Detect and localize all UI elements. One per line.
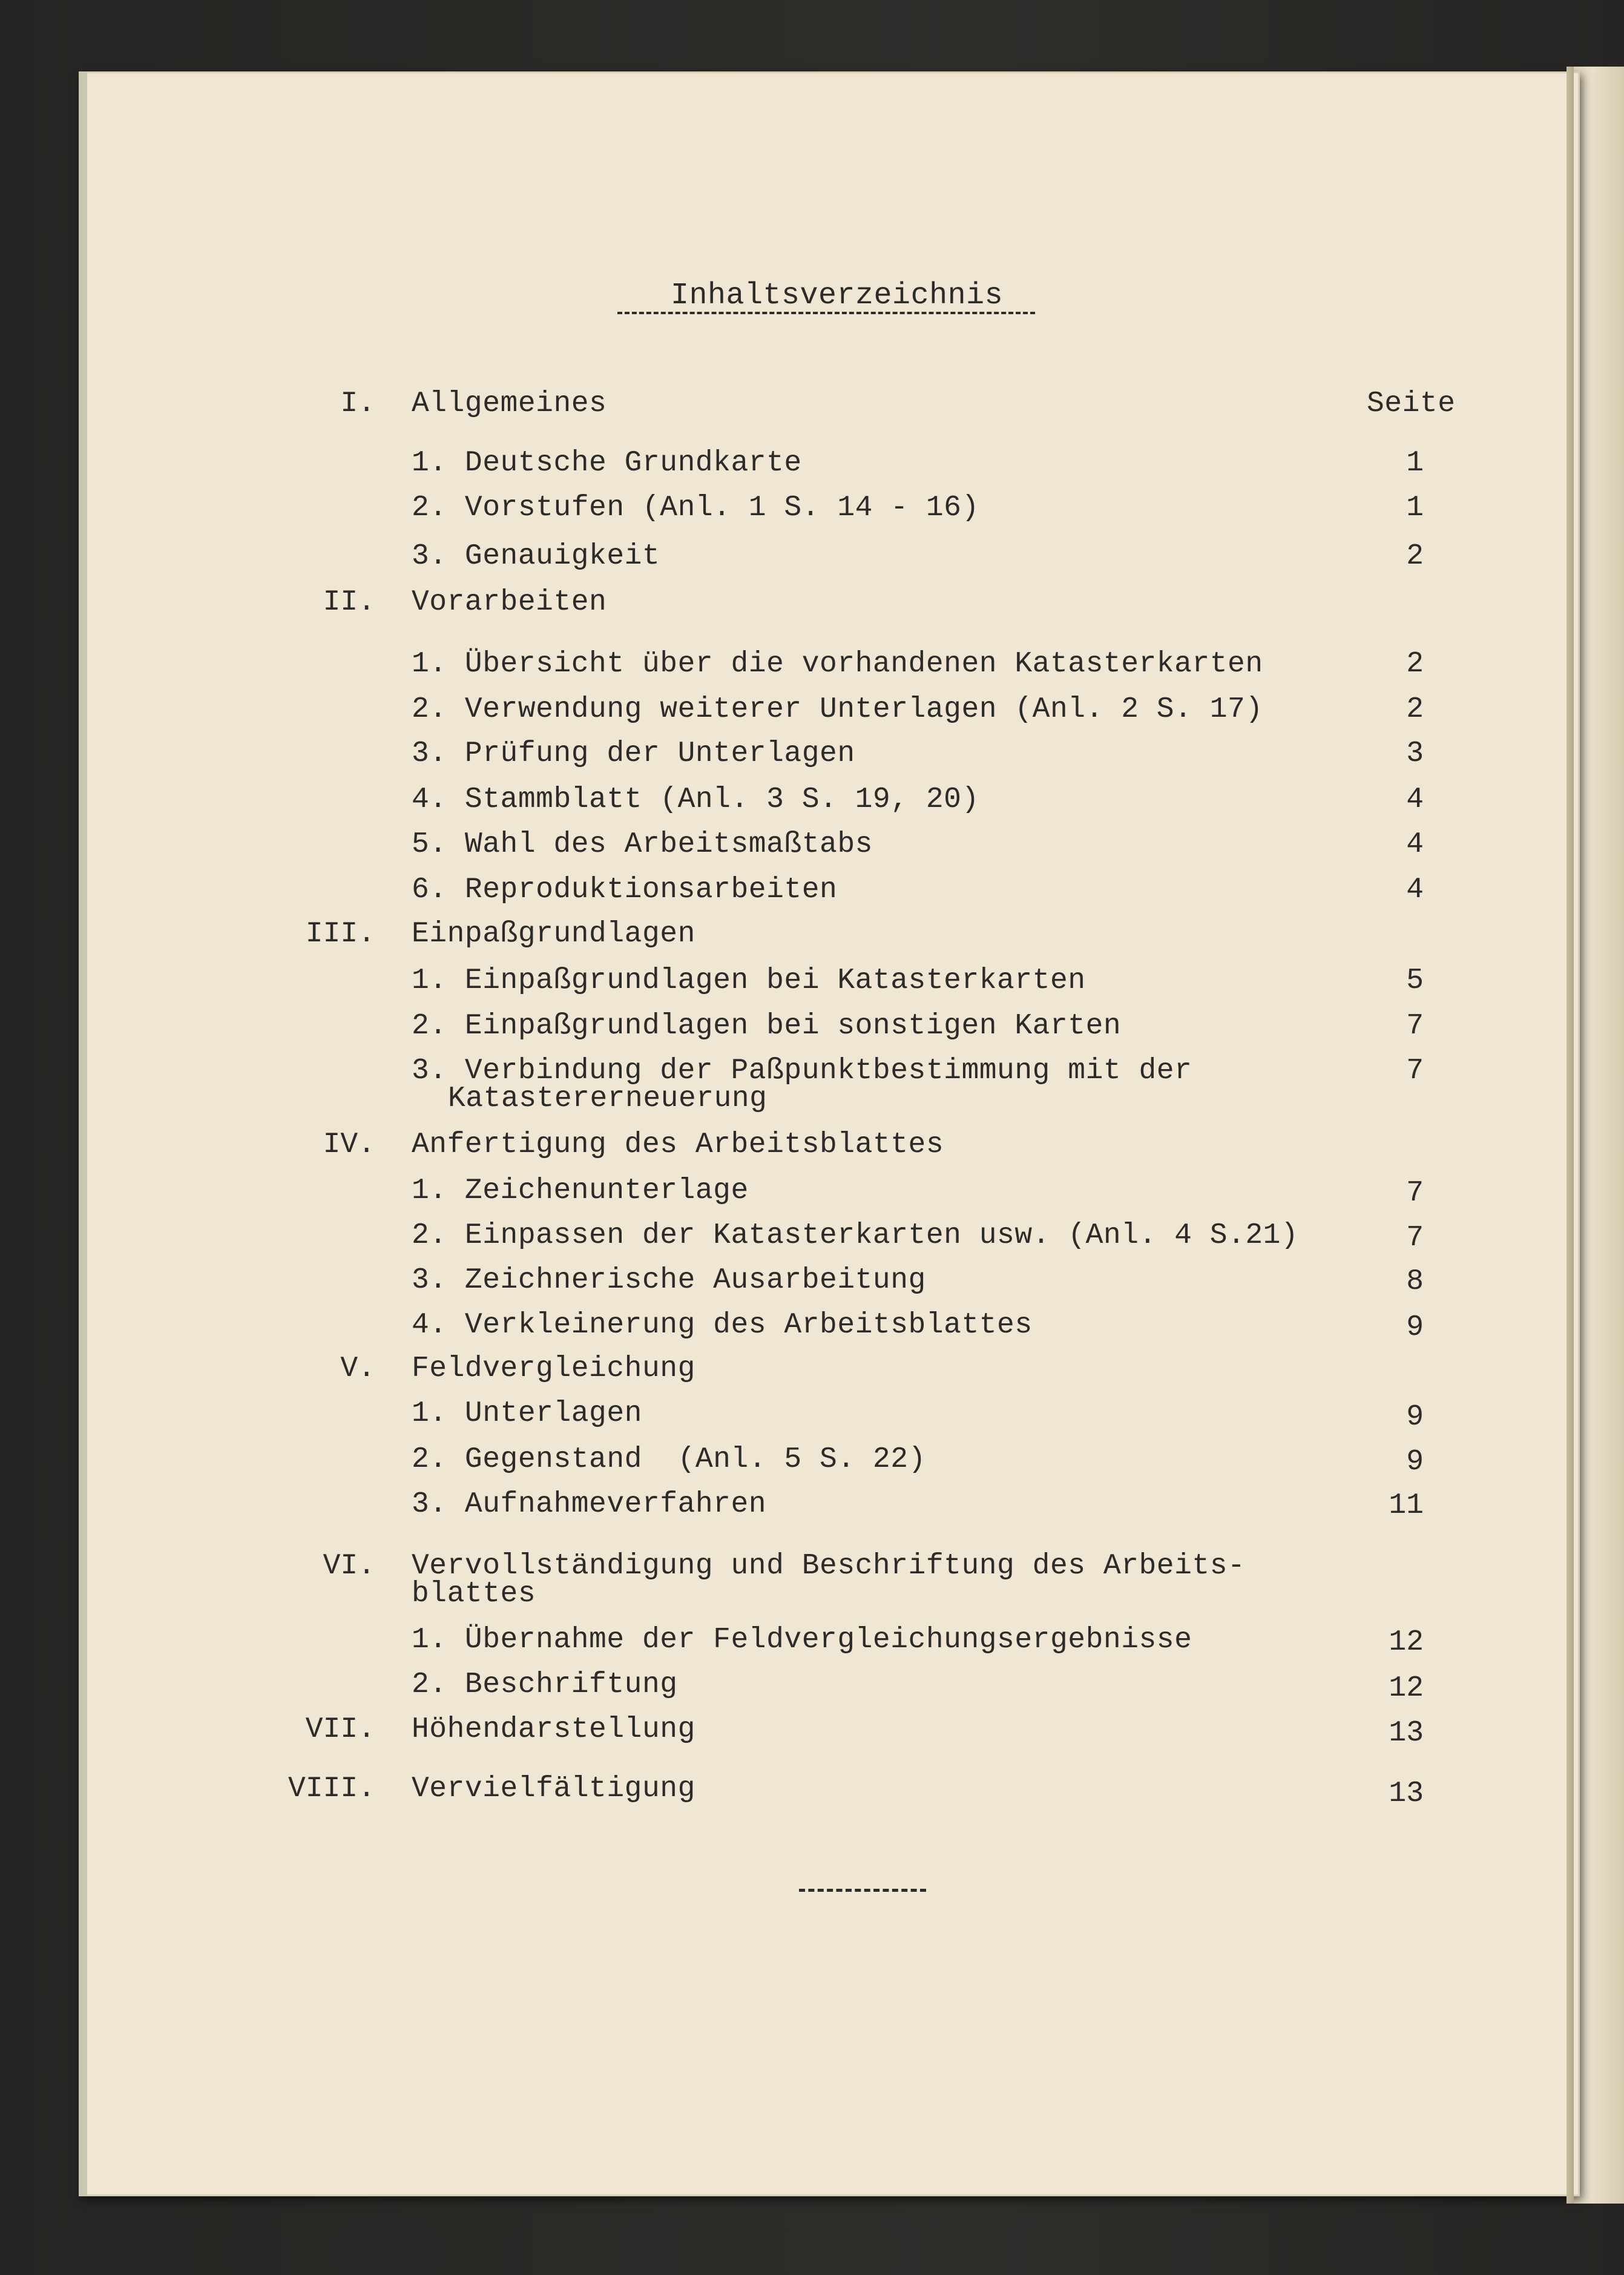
toc-entry: 2. Einpaßgrundlagen bei sonstigen Karten xyxy=(412,1010,1122,1042)
toc-entry-page: 1 xyxy=(1406,492,1424,524)
toc-entry: 2. Verwendung weiterer Unterlagen (Anl. 2 S. 17) xyxy=(412,693,1263,726)
toc-entry: 4. Verkleinerung des Arbeitsblattes xyxy=(412,1309,1033,1342)
toc-entry-page: 5 xyxy=(1406,964,1424,997)
toc-entry: 2. Beschriftung xyxy=(412,1668,678,1701)
toc-entry-page: 7 xyxy=(1406,1222,1424,1254)
section-number: III. xyxy=(305,918,375,950)
section-heading: Feldvergleichung xyxy=(412,1352,695,1385)
toc-entry: 1. Einpaßgrundlagen bei Katasterkarten xyxy=(412,964,1086,997)
section-page: 13 xyxy=(1389,1717,1424,1750)
page-title: Inhaltsverzeichnis xyxy=(671,278,1004,313)
toc-entry-page: 2 xyxy=(1406,693,1424,726)
end-marker xyxy=(799,1866,923,1901)
toc-entry: 1. Deutsche Grundkarte xyxy=(412,447,802,479)
section-heading: Höhendarstellung xyxy=(412,1713,695,1746)
toc-entry-page: 7 xyxy=(1406,1055,1424,1087)
toc-entry-page: 12 xyxy=(1389,1626,1424,1659)
section-heading: Einpaßgrundlagen xyxy=(412,918,695,950)
toc-entry: 3. Zeichnerische Ausarbeitung xyxy=(412,1264,926,1297)
toc-entry-continuation: Katastererneuerung xyxy=(448,1082,768,1115)
toc-entry: 4. Stammblatt (Anl. 3 S. 19, 20) xyxy=(412,783,979,816)
toc-entry: 1. Übersicht über die vorhandenen Katasterkarten xyxy=(412,648,1263,680)
toc-entry-page: 9 xyxy=(1406,1446,1424,1478)
toc-entry: 3. Aufnahmeverfahren xyxy=(412,1488,767,1521)
page-column-header: Seite xyxy=(1367,387,1456,420)
binding-gutter xyxy=(1566,67,1574,2204)
toc-entry: 3. Genauigkeit xyxy=(412,540,660,573)
section-heading-continuation: blattes xyxy=(412,1578,536,1610)
toc-entry: 1. Übernahme der Feldvergleichungsergebnisse xyxy=(412,1624,1192,1656)
toc-entry: 6. Reproduktionsarbeiten xyxy=(412,874,838,906)
section-number: VI. xyxy=(323,1550,375,1582)
toc-entry-page: 4 xyxy=(1406,828,1424,861)
section-page: 13 xyxy=(1389,1777,1424,1810)
page-left-border xyxy=(79,71,87,2196)
section-number: I. xyxy=(340,387,375,420)
section-number: II. xyxy=(323,586,375,619)
toc-entry: 2. Einpassen der Katasterkarten usw. (Anl. 4 S.21) xyxy=(412,1219,1299,1252)
section-heading: Anfertigung des Arbeitsblattes xyxy=(412,1128,944,1161)
toc-entry: 3. Prüfung der Unterlagen xyxy=(412,737,855,770)
section-heading: Allgemeines xyxy=(412,387,607,420)
section-heading: Vorarbeiten xyxy=(412,586,607,619)
section-number: VII. xyxy=(305,1713,375,1746)
toc-entry-page: 7 xyxy=(1406,1177,1424,1210)
toc-entry: 2. Vorstufen (Anl. 1 S. 14 - 16) xyxy=(412,492,979,524)
toc-entry: 1. Unterlagen xyxy=(412,1397,642,1430)
toc-entry: 5. Wahl des Arbeitsmaßtabs xyxy=(412,828,873,861)
section-heading: Vervollständigung und Beschriftung des Arbeits- xyxy=(412,1550,1246,1582)
section-number: V. xyxy=(340,1352,375,1385)
toc-entry-page: 7 xyxy=(1406,1010,1424,1042)
toc-entry: 3. Verbindung der Paßpunktbestimmung mit der xyxy=(412,1055,1192,1087)
toc-entry-page: 8 xyxy=(1406,1265,1424,1298)
toc-entry-page: 2 xyxy=(1406,540,1424,573)
toc-entry-page: 9 xyxy=(1406,1401,1424,1434)
toc-entry-page: 2 xyxy=(1406,648,1424,680)
toc-entry-page: 3 xyxy=(1406,737,1424,770)
section-number: VIII. xyxy=(288,1773,375,1805)
toc-entry-page: 4 xyxy=(1406,874,1424,906)
toc-entry-page: 12 xyxy=(1389,1672,1424,1705)
title-underline xyxy=(617,312,1035,314)
toc-entry: 1. Zeichenunterlage xyxy=(412,1174,749,1207)
toc-entry-page: 4 xyxy=(1406,783,1424,816)
toc-entry-page: 9 xyxy=(1406,1311,1424,1344)
section-number: IV. xyxy=(323,1128,375,1161)
toc-entry-page: 11 xyxy=(1389,1489,1424,1522)
toc-entry-page: 1 xyxy=(1406,447,1424,479)
section-heading: Vervielfältigung xyxy=(412,1773,695,1805)
toc-entry: 2. Gegenstand (Anl. 5 S. 22) xyxy=(412,1443,926,1476)
